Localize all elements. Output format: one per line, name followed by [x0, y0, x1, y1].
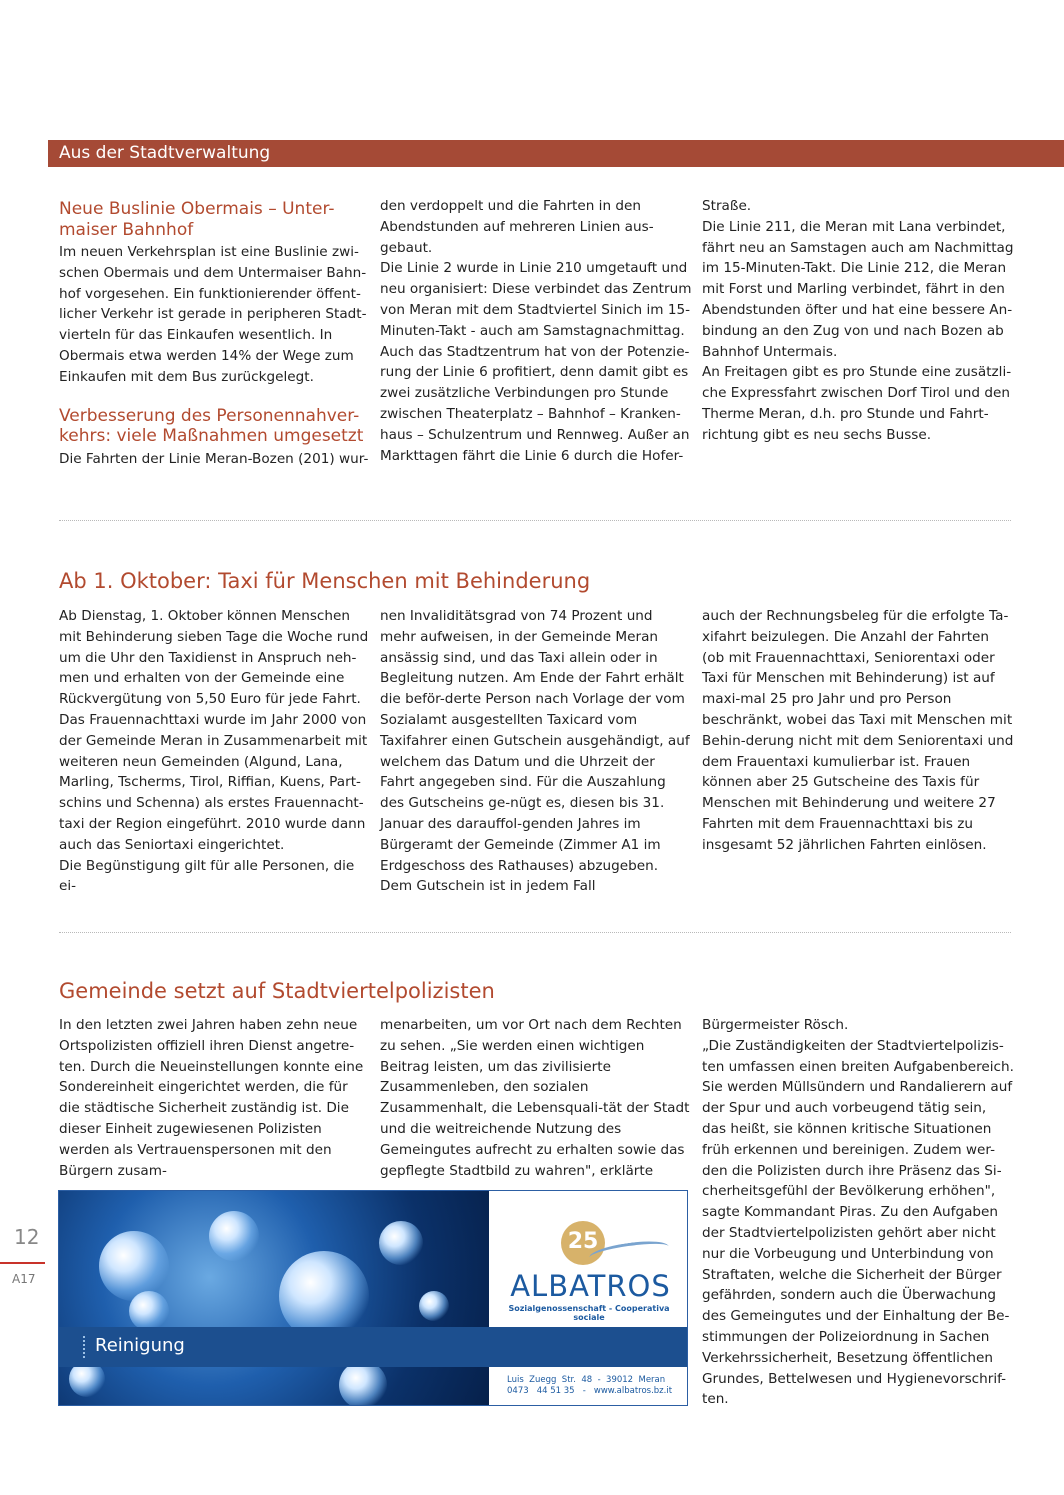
article2-col1 — [59, 606, 371, 897]
article1-col1 — [59, 199, 371, 469]
albatros-advertisement — [58, 1190, 688, 1406]
article3-col2-p1: menarbeiten, um vor Ort nach dem Rechten zu sehen. „Sie werden einen wichtigen Beitrag leisten, um das zivilisierte Zusammenleben, den sozialen Zusammenhalt, die Lebensquali-tät der Stadt und die weitreichende Nutzung des Gemeingutes aufrecht zu erhalten sowie das gepflegte Stadtbild zu wahren", erklärte — [380, 1017, 690, 1179]
article1-col3-p3: An Freitagen gibt es pro Stunde eine zusätzli-che Expressfahrt zwischen Dorf Tirol und den Therme Meran, d.h. pro Stunde und Fahrt-richtung gibt es neu sechs Busse. — [702, 364, 1012, 443]
dots-icon — [83, 1336, 89, 1358]
article3-col1-p1: In den letzten zwei Jahren haben zehn neue Ortspolizisten offiziell ihren Dienst angetre-ten. Durch die Neueinstellungen konnte eine Sondereinheit eingerichtet werden, die für die städtische Sicherheit zuständig ist. Die dieser Einheit zugewiesenen Polizisten werden als Vertrauenspersonen mit den Bürgern zusam- — [59, 1017, 364, 1179]
article3-col3-p2: „Die Zuständigkeiten der Stadtviertelpolizis-ten umfassen einen breiten Aufgabenbereich. Sie werden Müllsündern und Randalierern auf der Spur und auch vorbeugend tätig sein, das heißt, sie können kritische Situationen früh erkennen und bereinigen. Zudem wer-den die Polizisten durch ihre Präsenz das Si-cherheitsgefühl der Bevölkerung erhöhen", sagte Kommandant Piras. Zu den Aufgaben der Stadtviertelpolizisten gehört aber nicht nur die Vorbeugung und Unterbindung von Straftaten, welche die Sicherheit der Bürger gefährden, sondern auch die Überwachung des Gemeingutes und der Einhaltung der Be-stimmungen der Polizeiordnung in Sachen Verkehrssicherheit, Besetzung öffentlichen Grundes, Bettelwesen und Hygienevorschrif-ten. — [702, 1037, 1014, 1408]
issue-label: A17 — [12, 1272, 36, 1286]
article3-heading: Gemeinde setzt auf Stadtviertelpolizisten — [59, 979, 495, 1003]
article3-col3-p1: Bürgermeister Rösch. — [702, 1017, 849, 1033]
article2-col1-p2: Die Begünstigung gilt für alle Personen, die ei- — [59, 857, 355, 895]
albatros-logo — [489, 1191, 688, 1327]
article2-col1-p1: Ab Dienstag, 1. Oktober können Menschen mit Behinderung sieben Tage die Woche rund um die Uhr den Taxidienst in Anspruch neh-men und erhalten von der Gemeinde eine Rückvergütung von 5,50 Euro für jede Fahrt. Das Frauennachttaxi wurde im Jahr 2000 von der Gemeinde Meran in Zusammenarbeit mit weiteren neun Gemeinden (Algund, Lana, Marling, Tscherms, Tirol, Riffian, Kuens, Part-schins und Schenna) als erstes Frauennacht-taxi der Region eingeführt. 2010 wurde dann auch das Seniortaxi eingerichtet. — [59, 608, 369, 853]
brand-name: ALBATROS — [510, 1269, 671, 1303]
brand-tagline: Sozialgenossenschaft - Cooperativa sociale — [508, 1304, 670, 1322]
article1-col2 — [380, 196, 692, 466]
article2-col3 — [702, 606, 1014, 856]
article1-heading-b: Verbesserung des Personennahver- kehrs: viele Maßnahmen umgesetzt — [59, 405, 364, 447]
article1-col3 — [702, 196, 1014, 446]
article3-col3 — [702, 1015, 1014, 1410]
service-band — [59, 1327, 688, 1367]
article3-col1 — [59, 1015, 371, 1181]
page-number: 12 — [14, 1225, 40, 1249]
page-marker-line — [0, 1262, 45, 1264]
article1-col3-p2: Die Linie 211, die Meran mit Lana verbindet, fährt neu an Samstagen auch am Nachmittag im 15-Minuten-Takt. Die Linie 212, die Meran mit Forst und Marling verbindet, fährt in den Abendstunden öfter und hat eine bessere An-bindung an den Zug von und nach Bozen ab Bahnhof Untermais. — [702, 218, 1014, 360]
contact-info — [489, 1367, 688, 1406]
address-line: Luis Zuegg Str. 48 - 39012 Meran — [507, 1375, 666, 1385]
article1-heading-a: Neue Buslinie Obermais – Unter- maiser Bahnhof — [59, 199, 335, 240]
article1-col2-p2: Die Linie 2 wurde in Linie 210 umgetauft und neu organisiert: Diese verbindet das Zentrum von Meran mit dem Stadtviertel Sinich im 15-Minuten-Takt - auch am Samstagnachmittag. Auch das Stadtzentrum hat von der Potenzie-rung der Linie 6 profitiert, denn damit gibt es zwei zusätzliche Verbindungen pro Stunde zwischen Theaterplatz – Bahnhof – Kranken-haus – Schulzentrum und Rennweg. Außer an Markttagen fährt die Linie 6 durch die Hofer- — [380, 260, 692, 464]
divider — [59, 932, 1011, 933]
article2-col2 — [380, 606, 692, 897]
article3-col2 — [380, 1015, 692, 1181]
section-header: Aus der Stadtverwaltung — [48, 140, 1064, 167]
article1-col2-p1: den verdoppelt und die Fahrten in den Abendstunden auf mehreren Linien aus-gebaut. — [380, 198, 654, 256]
article2-heading: Ab 1. Oktober: Taxi für Menschen mit Behinderung — [59, 569, 591, 593]
article1-para-a: Im neuen Verkehrsplan ist eine Buslinie zwi-schen Obermais und dem Untermaiser Bahn-hof vorgesehen. Ein funktionierender öffent-licher Verkehr ist gerade in peripheren Stadt-vierteln für das Einkaufen wesentlich. In Obermais etwa werden 14% der Wege zum Einkaufen mit dem Bus zurückgelegt. — [59, 244, 367, 385]
article1-col3-p1: Straße. — [702, 198, 752, 214]
anniversary-badge: 25 — [561, 1221, 605, 1265]
water-splash-photo — [59, 1191, 489, 1406]
service-label: Reinigung — [95, 1335, 185, 1356]
divider — [59, 520, 1011, 521]
article1-para-b: Die Fahrten der Linie Meran-Bozen (201) wur- — [59, 450, 369, 467]
article2-col2-p1: nen Invaliditätsgrad von 74 Prozent und mehr aufweisen, in der Gemeinde Meran ansässig sind, und das Taxi allein oder in Begleitung nutzen. Am Ende der Fahrt erhält die beför-derte Person nach Vorlage der vom Sozialamt ausgestellten Taxicard vom Taxifahrer einen Gutschein ausgehändigt, auf welchem das Datum und die Uhrzeit der Fahrt angegeben sind. Für die Auszahlung des Gutscheins ge-nügt es, diesen bis 31. Januar des darauffol-genden Jahres im Bürgeramt der Gemeinde (Zimmer A1 im Erdgeschoss des Rathauses) abzugeben. Dem Gutschein ist in jedem Fall — [380, 608, 690, 895]
contact-line: 0473 44 51 35 - www.albatros.bz.it — [507, 1386, 673, 1396]
article2-col3-p1: auch der Rechnungsbeleg für die erfolgte Ta-xifahrt beizulegen. Die Anzahl der Fahrten (ob mit Frauennachttaxi, Seniorentaxi oder Taxi für Menschen mit Behinderung) ist auf maxi-mal 25 pro Jahr und pro Person beschränkt, wobei das Taxi mit Menschen mit Behin-derung nicht mit dem Seniorentaxi und dem Frauentaxi kumulierbar ist. Frauen können aber 25 Gutscheine des Taxis für Menschen mit Behinderung und weitere 27 Fahrten mit dem Frauennachttaxi bis zu insgesamt 52 jährlichen Fahrten einlösen. — [702, 608, 1014, 853]
